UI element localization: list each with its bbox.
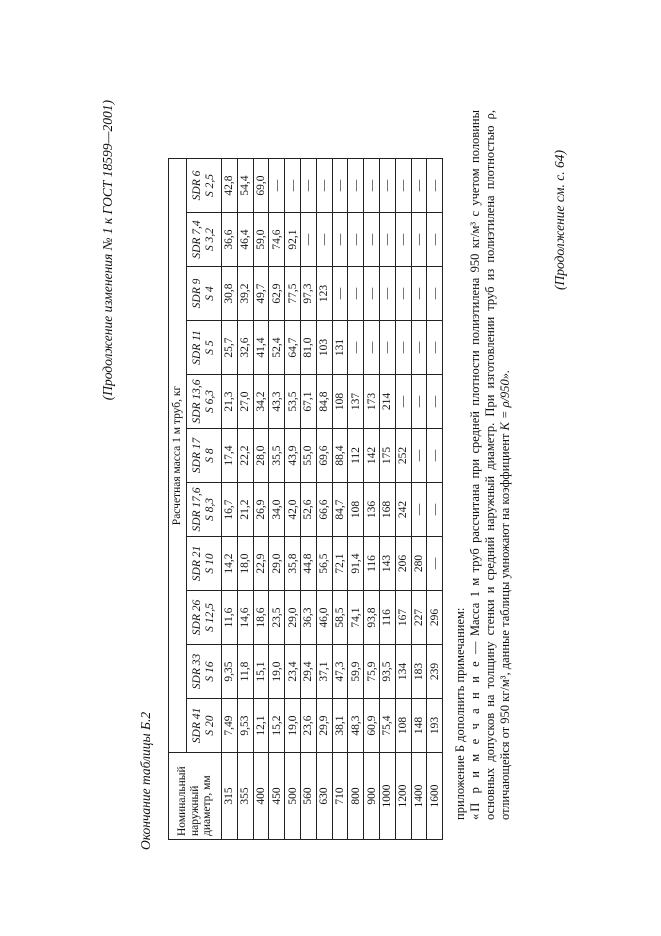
sdr-column-header <box>187 537 222 591</box>
mass-cell: 69,6 <box>316 429 332 483</box>
mass-cell: 25,7 <box>222 321 238 375</box>
note-block <box>453 110 513 820</box>
mass-cell: — <box>364 213 380 267</box>
s-label: S 4 <box>204 286 216 301</box>
mass-cell: 296 <box>427 591 443 645</box>
mass-cell: 41,4 <box>253 321 269 375</box>
mass-cell: 74,1 <box>348 591 364 645</box>
mass-cell: 44,8 <box>300 537 316 591</box>
mass-cell: 14,6 <box>237 591 253 645</box>
mass-cell: — <box>364 159 380 213</box>
mass-cell: 46,0 <box>316 591 332 645</box>
mass-cell: — <box>300 213 316 267</box>
mass-cell: 29,4 <box>300 645 316 699</box>
mass-cell: 52,6 <box>300 483 316 537</box>
mass-cell: 183 <box>411 645 427 699</box>
mass-cell: 108 <box>348 483 364 537</box>
mass-cell: 42,0 <box>285 483 301 537</box>
sdr-column-header <box>187 483 222 537</box>
mass-cell: 67,1 <box>300 375 316 429</box>
mass-cell: — <box>411 267 427 321</box>
mass-cell: 123 <box>316 267 332 321</box>
diameter-cell: 1400 <box>411 753 427 840</box>
diameter-cell: 450 <box>269 753 285 840</box>
mass-cell: 97,3 <box>300 267 316 321</box>
mass-cell: 116 <box>364 537 380 591</box>
mass-cell: — <box>379 159 395 213</box>
s-label: S 6,3 <box>204 390 216 413</box>
mass-cell: 49,7 <box>253 267 269 321</box>
s-label: S 10 <box>204 553 216 574</box>
mass-cell: 52,4 <box>269 321 285 375</box>
mass-cell: 29,0 <box>285 591 301 645</box>
mass-cell: — <box>395 159 411 213</box>
table-row <box>316 159 332 840</box>
mass-cell: 137 <box>348 375 364 429</box>
mass-cell: 21,3 <box>222 375 238 429</box>
diameter-cell: 315 <box>222 753 238 840</box>
mass-cell: 16,7 <box>222 483 238 537</box>
mass-cell: 81,0 <box>300 321 316 375</box>
mass-cell: 56,5 <box>316 537 332 591</box>
table-row <box>348 159 364 840</box>
mass-cell: — <box>411 213 427 267</box>
mass-cell: 206 <box>395 537 411 591</box>
mass-cell: 35,5 <box>269 429 285 483</box>
mass-cell: — <box>348 267 364 321</box>
sdr-label: SDR 7,4 <box>190 220 203 259</box>
mass-cell: 23,4 <box>285 645 301 699</box>
sdr-column-header <box>187 429 222 483</box>
mass-cell: 39,2 <box>237 267 253 321</box>
sdr-header-row <box>187 159 222 840</box>
mass-cell: 167 <box>395 591 411 645</box>
mass-cell: 64,7 <box>285 321 301 375</box>
mass-cell: 35,8 <box>285 537 301 591</box>
mass-cell: 108 <box>395 699 411 753</box>
mass-cell: — <box>411 375 427 429</box>
table-row <box>253 159 269 840</box>
mass-cell: 27,0 <box>237 375 253 429</box>
table-row <box>300 159 316 840</box>
mass-cell: 34,2 <box>253 375 269 429</box>
mass-cell: — <box>285 159 301 213</box>
mass-cell: — <box>332 267 348 321</box>
mass-cell: 103 <box>316 321 332 375</box>
diameter-cell: 1600 <box>427 753 443 840</box>
mass-cell: — <box>316 213 332 267</box>
mass-cell: — <box>364 267 380 321</box>
note-label: «П р и м е ч а н и е <box>468 659 482 820</box>
mass-cell: 23,6 <box>300 699 316 753</box>
mass-cell: 43,9 <box>285 429 301 483</box>
sdr-column-header <box>187 591 222 645</box>
pipe-mass-table <box>168 158 443 840</box>
mass-cell: 252 <box>395 429 411 483</box>
sdr-label: SDR 21 <box>190 545 203 582</box>
diameter-cell: 355 <box>237 753 253 840</box>
mass-cell: 280 <box>411 537 427 591</box>
mass-cell: — <box>395 321 411 375</box>
s-label: S 5 <box>204 340 216 355</box>
s-label: S 12,5 <box>204 603 216 632</box>
table-body <box>222 159 443 840</box>
mass-cell: 116 <box>379 591 395 645</box>
note-intro: приложение Б дополнить примечанием: <box>453 607 467 820</box>
mass-cell: 7,49 <box>222 699 238 753</box>
mass-cell: 9,53 <box>237 699 253 753</box>
mass-cell: — <box>348 321 364 375</box>
mass-cell: — <box>427 537 443 591</box>
mass-cell: — <box>427 375 443 429</box>
mass-cell: 168 <box>379 483 395 537</box>
mass-cell: 55,0 <box>300 429 316 483</box>
table-row <box>379 159 395 840</box>
mass-cell: 42,8 <box>222 159 238 213</box>
sdr-column-header <box>187 375 222 429</box>
mass-cell: — <box>411 429 427 483</box>
mass-cell: 112 <box>348 429 364 483</box>
mass-cell: — <box>332 159 348 213</box>
amendment-reference: (Продолжение изменения № 1 к ГОСТ 18599—2001) <box>100 100 115 401</box>
sdr-label: SDR 17,6 <box>190 487 203 532</box>
mass-cell: — <box>332 213 348 267</box>
sdr-column-header <box>187 699 222 753</box>
mass-cell: 227 <box>411 591 427 645</box>
mass-cell: 69,0 <box>253 159 269 213</box>
mass-cell: 74,6 <box>269 213 285 267</box>
s-label: S 2,5 <box>204 174 216 197</box>
mass-cell: 11,6 <box>222 591 238 645</box>
mass-cell: 53,5 <box>285 375 301 429</box>
mass-cell: 9,35 <box>222 645 238 699</box>
mass-cell: — <box>427 159 443 213</box>
sdr-label: SDR 9 <box>190 278 203 309</box>
mass-cell: — <box>395 267 411 321</box>
mass-cell: 22,2 <box>237 429 253 483</box>
diameter-cell: 630 <box>316 753 332 840</box>
mass-cell: 84,8 <box>316 375 332 429</box>
mass-group-header: Расчетная масса 1 м труб, кг <box>169 159 187 753</box>
mass-cell: 242 <box>395 483 411 537</box>
sdr-column-header <box>187 645 222 699</box>
sdr-column-header <box>187 213 222 267</box>
mass-cell: — <box>411 321 427 375</box>
mass-cell: 30,8 <box>222 267 238 321</box>
diameter-cell: 900 <box>364 753 380 840</box>
mass-cell: 239 <box>427 645 443 699</box>
sdr-column-header <box>187 267 222 321</box>
s-label: S 3,2 <box>204 228 216 251</box>
note-dash: — <box>468 636 482 660</box>
diameter-cell: 800 <box>348 753 364 840</box>
mass-cell: 148 <box>411 699 427 753</box>
mass-cell: 46,4 <box>237 213 253 267</box>
diameter-cell: 560 <box>300 753 316 840</box>
mass-cell: 91,4 <box>348 537 364 591</box>
table-row <box>269 159 285 840</box>
mass-cell: — <box>427 483 443 537</box>
mass-cell: — <box>427 213 443 267</box>
mass-cell: 92,1 <box>285 213 301 267</box>
diameter-cell: 500 <box>285 753 301 840</box>
mass-cell: 75,4 <box>379 699 395 753</box>
mass-cell: — <box>269 159 285 213</box>
mass-cell: 11,8 <box>237 645 253 699</box>
diameter-header: Номинальный наружный диаметр, мм <box>169 753 222 840</box>
s-label: S 8,3 <box>204 498 216 521</box>
table-container <box>168 158 443 840</box>
mass-cell: 59,9 <box>348 645 364 699</box>
mass-cell: 21,2 <box>237 483 253 537</box>
mass-cell: 54,4 <box>237 159 253 213</box>
mass-cell: 58,5 <box>332 591 348 645</box>
table-row <box>222 159 238 840</box>
mass-cell: — <box>379 321 395 375</box>
mass-cell: 60,9 <box>364 699 380 753</box>
mass-cell: — <box>411 159 427 213</box>
mass-cell: 173 <box>364 375 380 429</box>
note-text: Масса 1 м труб рассчитана при средней плотности полиэтилена 950 кг/м³ с учетом половины основных допусков на толщину стенки и средний наружный диаметр. При изготовлении труб из полиэтилена плотностью ρ, отличающейся от 950 кг/м³, данные таблицы умножают на коэффициент <box>468 110 512 820</box>
mass-cell: 142 <box>364 429 380 483</box>
table-row <box>285 159 301 840</box>
mass-cell: 72,1 <box>332 537 348 591</box>
mass-cell: — <box>300 159 316 213</box>
mass-cell: — <box>427 429 443 483</box>
mass-cell: 84,7 <box>332 483 348 537</box>
mass-cell: 12,1 <box>253 699 269 753</box>
s-label: S 16 <box>204 661 216 682</box>
mass-cell: — <box>395 213 411 267</box>
table-row <box>427 159 443 840</box>
mass-cell: 134 <box>395 645 411 699</box>
mass-cell: 37,1 <box>316 645 332 699</box>
sdr-label: SDR 41 <box>190 707 203 744</box>
mass-cell: 19,0 <box>285 699 301 753</box>
sdr-label: SDR 11 <box>190 330 203 365</box>
mass-cell: — <box>411 483 427 537</box>
table-row <box>332 159 348 840</box>
mass-cell: 214 <box>379 375 395 429</box>
mass-cell: 66,6 <box>316 483 332 537</box>
mass-cell: 62,9 <box>269 267 285 321</box>
table-row <box>364 159 380 840</box>
s-label: S 8 <box>204 448 216 463</box>
mass-cell: — <box>379 213 395 267</box>
mass-cell: 32,6 <box>237 321 253 375</box>
sdr-column-header <box>187 321 222 375</box>
mass-cell: 14,2 <box>222 537 238 591</box>
mass-cell: 38,1 <box>332 699 348 753</box>
table-row <box>411 159 427 840</box>
mass-cell: 15,2 <box>269 699 285 753</box>
sdr-label: SDR 17 <box>190 437 203 474</box>
mass-cell: 93,5 <box>379 645 395 699</box>
table-row <box>237 159 253 840</box>
mass-cell: 193 <box>427 699 443 753</box>
sdr-label: SDR 6 <box>190 170 203 201</box>
mass-cell: — <box>364 321 380 375</box>
mass-cell: 18,0 <box>237 537 253 591</box>
sdr-label: SDR 26 <box>190 599 203 636</box>
mass-cell: 28,0 <box>253 429 269 483</box>
mass-cell: — <box>427 267 443 321</box>
sdr-label: SDR 13,6 <box>190 379 203 424</box>
diameter-cell: 1200 <box>395 753 411 840</box>
mass-cell: 29,0 <box>269 537 285 591</box>
mass-cell: 18,6 <box>253 591 269 645</box>
diameter-cell: 1000 <box>379 753 395 840</box>
mass-cell: 93,8 <box>364 591 380 645</box>
mass-cell: 22,9 <box>253 537 269 591</box>
mass-cell: 175 <box>379 429 395 483</box>
mass-cell: — <box>427 321 443 375</box>
mass-cell: 29,9 <box>316 699 332 753</box>
mass-cell: 143 <box>379 537 395 591</box>
mass-cell: 59,0 <box>253 213 269 267</box>
table-row <box>395 159 411 840</box>
rotated-page <box>100 90 570 850</box>
mass-cell: — <box>348 159 364 213</box>
mass-cell: 88,4 <box>332 429 348 483</box>
mass-cell: 47,3 <box>332 645 348 699</box>
mass-cell: 75,9 <box>364 645 380 699</box>
mass-cell: 108 <box>332 375 348 429</box>
sdr-label: SDR 33 <box>190 653 203 690</box>
mass-cell: 19,0 <box>269 645 285 699</box>
mass-cell: — <box>395 375 411 429</box>
note-formula: K = ρ/950». <box>498 369 512 431</box>
sdr-column-header <box>187 159 222 213</box>
note-paragraph <box>468 110 513 820</box>
mass-cell: — <box>348 213 364 267</box>
mass-cell: 34,0 <box>269 483 285 537</box>
diameter-cell: 400 <box>253 753 269 840</box>
mass-cell: 23,5 <box>269 591 285 645</box>
mass-cell: 43,3 <box>269 375 285 429</box>
mass-cell: 131 <box>332 321 348 375</box>
table-caption: Окончание таблицы Б.2 <box>138 711 153 850</box>
mass-cell: 136 <box>364 483 380 537</box>
diameter-cell: 710 <box>332 753 348 840</box>
mass-cell: 15,1 <box>253 645 269 699</box>
continuation-reference: (Продолжение см. с. 64) <box>552 150 567 290</box>
mass-cell: — <box>316 159 332 213</box>
mass-cell: 36,3 <box>300 591 316 645</box>
mass-cell: 17,4 <box>222 429 238 483</box>
mass-cell: — <box>379 267 395 321</box>
mass-cell: 26,9 <box>253 483 269 537</box>
mass-cell: 48,3 <box>348 699 364 753</box>
mass-cell: 36,6 <box>222 213 238 267</box>
s-label: S 20 <box>204 715 216 736</box>
mass-cell: 77,5 <box>285 267 301 321</box>
